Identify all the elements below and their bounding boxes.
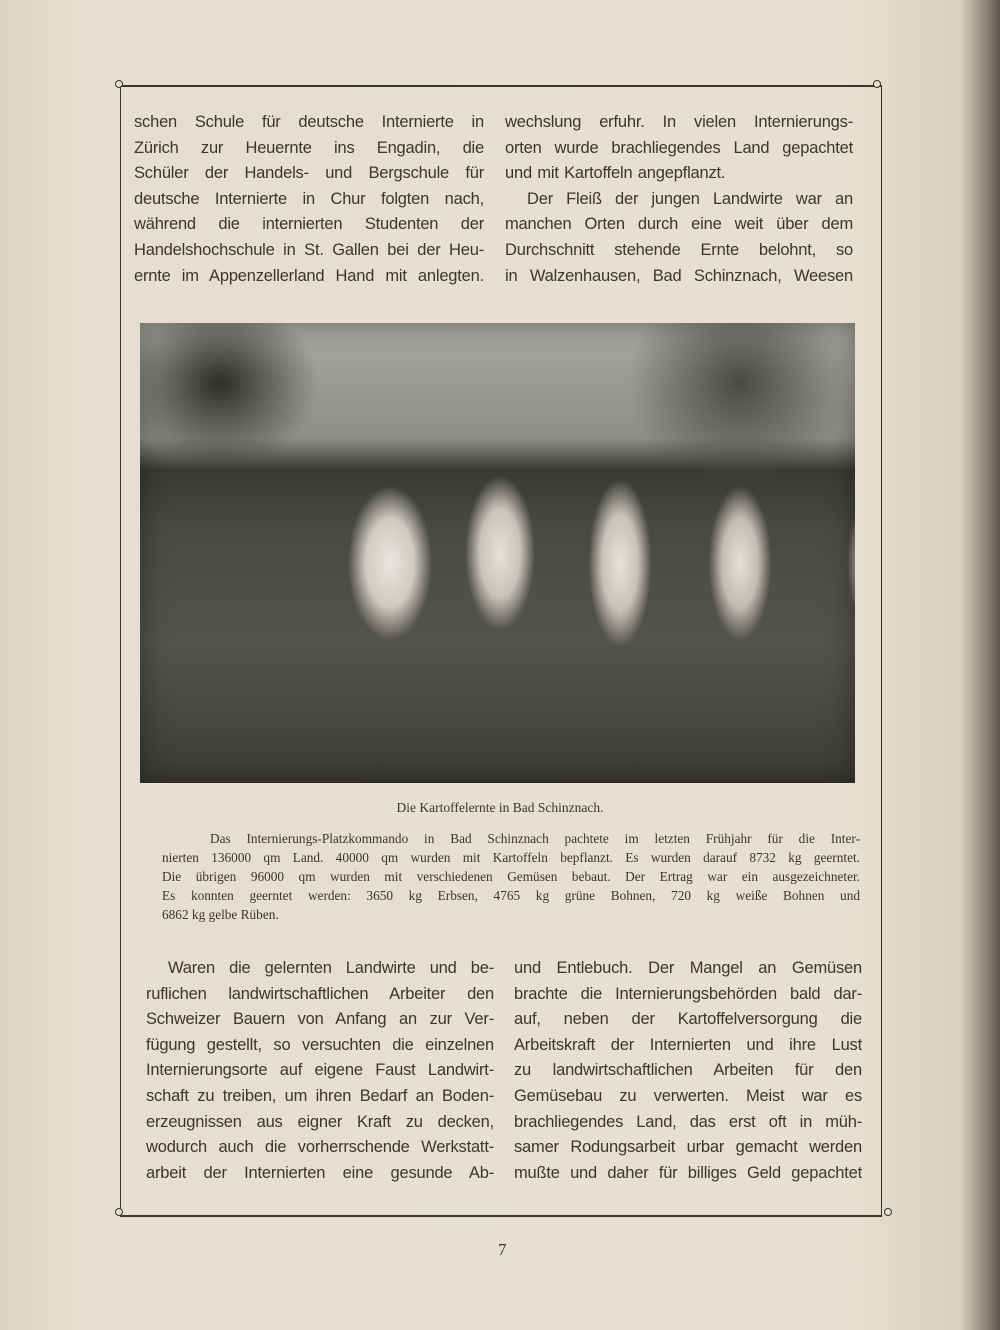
text-line: Gemüsebau zu verwerten. Meist war es — [514, 1086, 862, 1105]
text-line: samer Rodungsarbeit urbar gemacht werden — [514, 1138, 862, 1157]
frame-corner-ornament — [115, 1208, 123, 1216]
text-line: erzeugnissen aus eigner Kraft zu decken, — [146, 1112, 494, 1131]
text-line: wodurch auch die vorherrschende Werkstatt- — [146, 1138, 494, 1157]
frame-corner-ornament — [884, 1208, 892, 1216]
text-line: arbeit der Internierten eine gesunde Ab- — [146, 1163, 494, 1182]
text-line: Zürich zur Heuernte ins Engadin, die — [134, 138, 484, 157]
text-line: in Walzenhausen, Bad Schinznach, Weesen — [505, 266, 853, 285]
text-line: schen Schule für deutsche Internierte in — [134, 113, 484, 131]
text-line: manchen Orten durch eine weit über dem — [505, 215, 853, 234]
text-line: Internierungsorte auf eigene Faust Landwirt- — [146, 1061, 494, 1080]
page-number: 7 — [498, 1240, 507, 1259]
text-line: ernte im Appenzellerland Hand mit anlegten. — [134, 266, 484, 285]
text-line: Der Fleiß der jungen Landwirte war an — [527, 189, 853, 208]
text-line: und mit Kartoffeln angepflanzt. — [505, 164, 726, 183]
caption-line: Es konnten geerntet werden: 3650 kg Erbsen, 4765 kg grüne Bohnen, 720 kg weiße Bohnen und — [162, 888, 860, 903]
figure-title: Die Kartoffelernte in Bad Schinznach. — [396, 800, 604, 815]
potato-harvest-photograph — [140, 323, 855, 783]
bottom-left-column — [146, 956, 494, 1186]
caption-line: nierten 136000 qm Land. 40000 qm wurden mit Kartoffeln bepflanzt. Es wurden darauf 8732 kg geerntet. — [162, 850, 860, 865]
text-line: mußte und daher für billiges Geld gepachtet — [514, 1163, 862, 1182]
frame-corner-ornament — [115, 80, 123, 88]
frame-corner-ornament — [873, 80, 881, 88]
text-line: Schweizer Bauern von Anfang an zur Ver- — [146, 1010, 494, 1029]
text-line: Arbeitskraft der Internierten und ihre Lust — [514, 1035, 862, 1054]
text-line: brachliegendes Land, das erst oft in müh- — [514, 1112, 862, 1131]
text-line: ruflichen landwirtschaftlichen Arbeiter den — [146, 984, 494, 1003]
bottom-right-column — [514, 956, 862, 1186]
text-line: orten wurde brachliegendes Land gepachtet — [505, 138, 853, 157]
text-line: Handelshochschule in St. Gallen bei der Heu- — [134, 240, 484, 259]
top-right-column — [505, 110, 853, 289]
text-line: fügung gestellt, so versuchten die einzelnen — [146, 1035, 494, 1054]
text-line: Waren die gelernten Landwirte und be- — [168, 959, 494, 977]
text-line: auf, neben der Kartoffelversorgung die — [514, 1010, 862, 1029]
text-line: während die internierten Studenten der — [134, 215, 484, 234]
caption-line: Die übrigen 96000 qm wurden mit verschiedenen Gemüsen bebaut. Der Ertrag war ein ausgezeichneter. — [162, 869, 860, 884]
text-line: und Entlebuch. Der Mangel an Gemüsen — [514, 959, 862, 977]
top-left-column — [134, 110, 484, 289]
text-line: Durchschnitt stehende Ernte belohnt, so — [505, 240, 853, 259]
text-line: deutsche Internierte in Chur folgten nach, — [134, 189, 484, 208]
caption-line: Das Internierungs-Platzkommando in Bad Schinznach pachtete im letzten Frühjahr für die Inter- — [210, 831, 860, 846]
text-line: Schüler der Handels- und Bergschule für — [134, 164, 484, 183]
text-line: wechslung erfuhr. In vielen Internierungs- — [505, 113, 853, 131]
figure-caption — [162, 829, 860, 924]
text-line: brachte die Internierungsbehörden bald dar- — [514, 984, 862, 1003]
text-line: schaft zu treiben, um ihren Bedarf an Boden- — [146, 1086, 494, 1105]
text-line: zu landwirtschaftlichen Arbeiten für den — [514, 1061, 862, 1080]
caption-line: 6862 kg gelbe Rüben. — [162, 907, 279, 922]
